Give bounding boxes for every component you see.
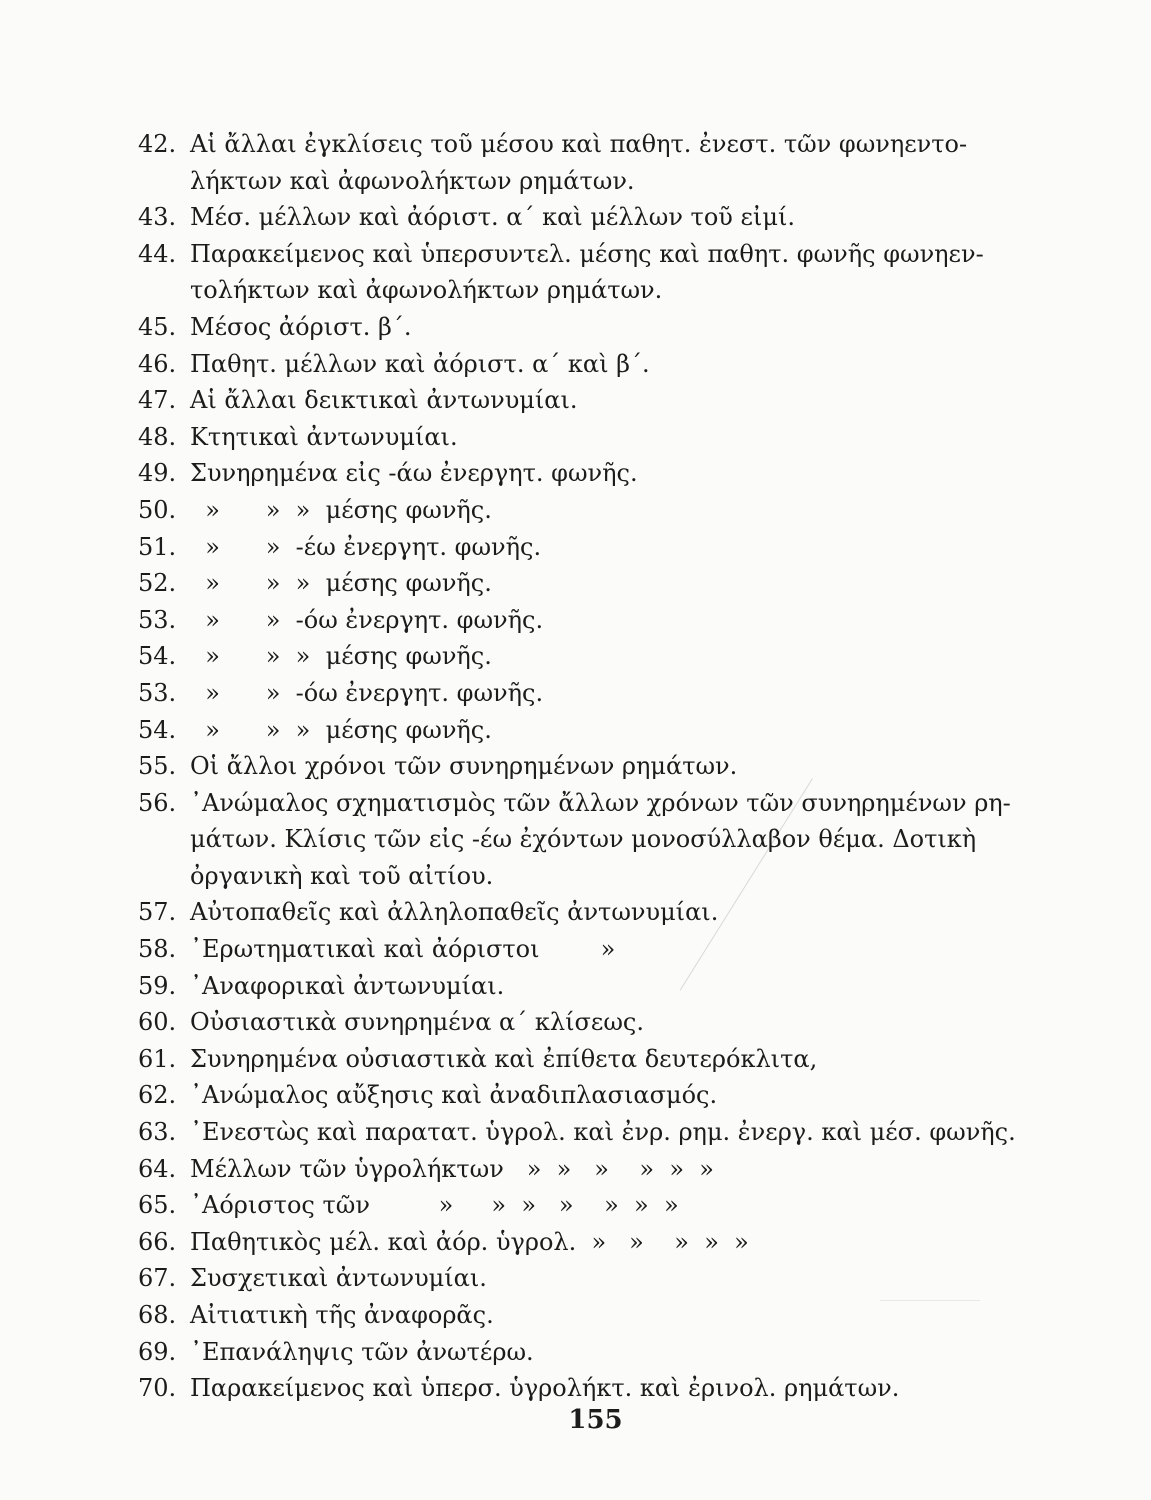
entry-text: Παρακείμενος καὶ ὑπερσ. ὑγρολήκτ. καὶ ἐρινολ. ρημάτων. <box>190 1374 900 1403</box>
toc-entry-continuation <box>138 858 983 895</box>
entry-number: 67. <box>138 1264 177 1293</box>
entry-number: 63. <box>138 1118 177 1147</box>
entry-text: ᾿Ενεστὼς καὶ παρατατ. ὑγρολ. καὶ ἐνρ. ρημ. ἐνεργ. καὶ μέσ. φωνῆς. <box>190 1118 1016 1147</box>
entry-number: 53. <box>138 678 177 707</box>
entry-number: 42. <box>138 130 177 158</box>
toc-entry <box>138 1260 983 1297</box>
toc-entry <box>138 199 983 236</box>
entry-number: 52. <box>138 569 177 598</box>
entry-text: Παθητικὸς μέλ. καὶ ἀόρ. ὑγρολ. » » » » » <box>190 1227 749 1256</box>
page-number: 155 <box>568 1405 623 1435</box>
entry-number: 70. <box>138 1374 177 1403</box>
entry-text: λήκτων καὶ ἀφωνολήκτων ρημάτων. <box>190 166 635 195</box>
toc-entry-continuation <box>138 821 983 858</box>
toc-entry <box>138 382 983 419</box>
entry-text: » » » μέσης φωνῆς. <box>190 569 492 598</box>
entry-text: ᾿Αναφορικαὶ ἀντωνυμίαι. <box>190 971 505 1000</box>
entry-text: » » » μέσης φωνῆς. <box>190 642 492 671</box>
toc-entry <box>138 309 983 346</box>
toc-entry-continuation <box>138 163 983 200</box>
entry-text: Οὐσιαστικὰ συνηρημένα α΄ κλίσεως. <box>190 1008 644 1037</box>
entry-number: 56. <box>138 788 177 817</box>
entry-text: τολήκτων καὶ ἀφωνολήκτων ρημάτων. <box>190 276 663 305</box>
toc-entry <box>138 968 983 1005</box>
entry-text: » » -όω ἐνεργητ. φωνῆς. <box>190 605 544 634</box>
toc-entry <box>138 712 983 749</box>
toc-entry <box>138 492 983 529</box>
entry-number: 64. <box>138 1154 177 1183</box>
entry-number: 43. <box>138 203 177 232</box>
toc-entry <box>138 785 1011 822</box>
table-of-contents <box>138 126 1016 1407</box>
toc-entry <box>138 931 983 968</box>
entry-text: Συνηρημένα εἰς -άω ἐνεργητ. φωνῆς. <box>190 459 638 488</box>
page-footer <box>0 1405 1151 1435</box>
entry-text: ᾿Επανάληψις τῶν ἀνωτέρω. <box>190 1337 534 1366</box>
toc-entry <box>138 1187 983 1224</box>
toc-entry <box>138 529 983 566</box>
entry-text: ᾿Ερωτηματικαὶ καὶ ἀόριστοι » <box>190 935 616 964</box>
entry-number: 65. <box>138 1191 177 1220</box>
entry-text: Αἰτιατικὴ τῆς ἀναφορᾶς. <box>190 1301 494 1329</box>
entry-text: μάτων. Κλίσις τῶν εἰς -έω ἐχόντων μονοσύλλαβον θέμα. Δοτικὴ <box>190 825 977 854</box>
toc-entry <box>138 1004 983 1041</box>
entry-text: Συσχετικαὶ ἀντωνυμίαι. <box>190 1264 487 1293</box>
toc-entry <box>138 675 983 712</box>
entry-text: Παρακείμενος καὶ ὑπερσυντελ. μέσης καὶ παθητ. φωνῆς φωνηεν- <box>190 239 984 268</box>
entry-text: Κτητικαὶ ἀντωνυμίαι. <box>190 422 458 451</box>
toc-entry <box>138 638 983 675</box>
toc-entry <box>138 748 983 785</box>
entry-number: 49. <box>138 459 177 488</box>
entry-text: » » » μέσης φωνῆς. <box>190 715 492 744</box>
toc-entry <box>138 419 983 456</box>
toc-entry <box>138 1297 983 1334</box>
entry-text: ᾿Αόριστος τῶν » » » » » » » <box>190 1191 679 1220</box>
toc-entry <box>138 565 983 602</box>
entry-number: 44. <box>138 239 177 268</box>
toc-entry <box>138 1224 983 1261</box>
entry-number: 57. <box>138 898 177 927</box>
entry-number: 55. <box>138 752 177 781</box>
entry-text: » » » μέσης φωνῆς. <box>190 495 492 524</box>
toc-entry <box>138 602 983 639</box>
entry-number: 66. <box>138 1227 177 1256</box>
entry-number: 61. <box>138 1044 177 1073</box>
toc-entry <box>138 1041 983 1078</box>
entry-text: Αἱ ἄλλαι ἐγκλίσεις τοῦ μέσου καὶ παθητ. ἐνεστ. τῶν φωνηεντο- <box>190 130 968 158</box>
entry-text: » » -όω ἐνεργητ. φωνῆς. <box>190 678 544 707</box>
entry-number: 51. <box>138 532 177 561</box>
toc-entry <box>138 236 983 273</box>
toc-entry <box>138 1370 983 1407</box>
entry-text: Συνηρημένα οὐσιαστικὰ καὶ ἐπίθετα δευτερόκλιτα, <box>190 1044 818 1073</box>
entry-text: » » -έω ἐνεργητ. φωνῆς. <box>190 532 542 561</box>
entry-number: 68. <box>138 1301 177 1329</box>
entry-number: 54. <box>138 642 177 671</box>
toc-entry-continuation <box>138 272 983 309</box>
toc-entry <box>138 1114 1016 1151</box>
entry-text: Μέλλων τῶν ὑγρολήκτων » » » » » » <box>190 1154 714 1183</box>
toc-entry <box>138 1334 983 1371</box>
entry-number: 45. <box>138 312 177 341</box>
entry-number: 47. <box>138 386 177 415</box>
toc-entry <box>138 1151 983 1188</box>
toc-entry <box>138 894 983 931</box>
entry-number: 60. <box>138 1008 177 1037</box>
entry-number: 48. <box>138 422 177 451</box>
toc-entry <box>138 346 983 383</box>
toc-entry <box>138 455 983 492</box>
entry-text: Οἱ ἄλλοι χρόνοι τῶν συνηρημένων ρημάτων. <box>190 752 738 781</box>
entry-number: 54. <box>138 715 177 744</box>
entry-text: Αἱ ἄλλαι δεικτικαὶ ἀντωνυμίαι. <box>190 386 578 415</box>
entry-text: Μέσ. μέλλων καὶ ἀόριστ. α΄ καὶ μέλλων τοῦ εἰμί. <box>190 203 795 232</box>
entry-text: Παθητ. μέλλων καὶ ἀόριστ. α΄ καὶ β΄. <box>190 349 650 378</box>
entry-text: ᾿Ανώμαλος αὔξησις καὶ ἀναδιπλασιασμός. <box>190 1081 718 1110</box>
entry-text: Μέσος ἀόριστ. β΄. <box>190 312 412 341</box>
entry-number: 50. <box>138 495 177 524</box>
entry-number: 69. <box>138 1337 177 1366</box>
toc-entry <box>138 1077 983 1114</box>
entry-number: 59. <box>138 971 177 1000</box>
entry-number: 53. <box>138 605 177 634</box>
entry-text: ᾿Ανώμαλος σχηματισμὸς τῶν ἄλλων χρόνων τῶν συνηρημένων ρη- <box>190 788 1011 817</box>
entry-text: ὀργανικὴ καὶ τοῦ αἰτίου. <box>190 861 494 890</box>
toc-entry <box>138 126 983 163</box>
entry-number: 62. <box>138 1081 177 1110</box>
entry-number: 58. <box>138 935 177 964</box>
entry-text: Αὐτοπαθεῖς καὶ ἀλληλοπαθεῖς ἀντωνυμίαι. <box>190 898 719 927</box>
entry-number: 46. <box>138 349 177 378</box>
